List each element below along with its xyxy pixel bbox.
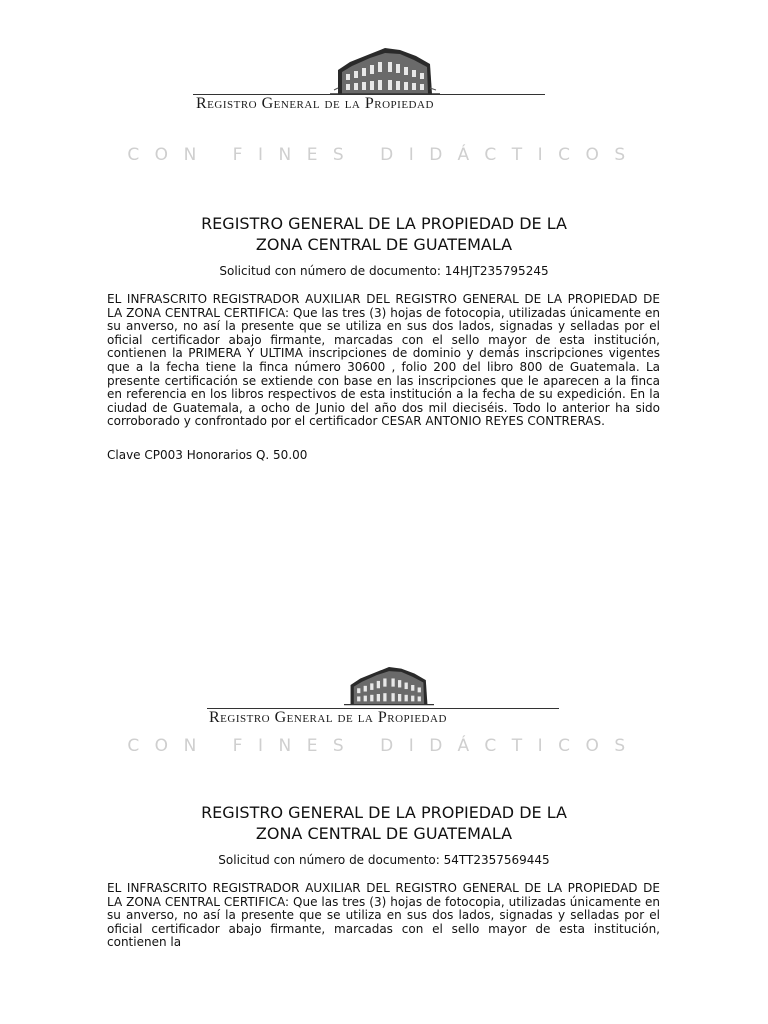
building-engraving-icon bbox=[344, 660, 434, 710]
logo-text: Registro General de la Propiedad bbox=[209, 709, 447, 726]
request-number: Solicitud con número de documento: 14HJT235795245 bbox=[219, 264, 549, 278]
watermark: CON FINES DIDÁCTICOS bbox=[127, 736, 641, 756]
title-line-2: ZONA CENTRAL DE GUATEMALA bbox=[255, 824, 513, 843]
title-line-1: REGISTRO GENERAL DE LA PROPIEDAD DE LA bbox=[201, 214, 567, 233]
document-title bbox=[0, 802, 768, 844]
fee-line: Clave CP003 Honorarios Q. 50.00 bbox=[107, 448, 308, 462]
title-line-2: ZONA CENTRAL DE GUATEMALA bbox=[255, 235, 513, 254]
logo-text: Registro General de la Propiedad bbox=[196, 95, 434, 112]
building-engraving-icon bbox=[330, 44, 440, 96]
title-line-1: REGISTRO GENERAL DE LA PROPIEDAD DE LA bbox=[201, 803, 567, 822]
document-title bbox=[0, 213, 768, 255]
certification-paragraph: EL INFRASCRITO REGISTRADOR AUXILIAR DEL REGISTRO GENERAL DE LA PROPIEDAD DE LA ZONA CENTRAL CERTIFICA: Que las tres (3) hojas de fotocopia, utilizadas únicamente en su anverso, no así la presente que se utiliza en sus dos lados, signadas y selladas por el oficial certificador abajo firmante, marcadas con el sello mayor de esta institución, contienen la PRIMERA Y ULTIMA inscripciones de dominio y demás inscripciones vigentes que a la fecha tiene la finca número 30600 , folio 200 del libro 800 de Guatemala. La presente certificación se extiende con base en las inscripciones que le aparecen a la finca en referencia en los libros respectivos de esta institución a la fecha de su expedición. En la ciudad de Guatemala, a ocho de Junio del año dos mil dieciséis. Todo lo anterior ha sido corroborado y confrontado por el certificador CESAR ANTONIO REYES CONTRERAS. bbox=[107, 292, 660, 429]
certification-body bbox=[107, 882, 660, 950]
certification-paragraph: EL INFRASCRITO REGISTRADOR AUXILIAR DEL REGISTRO GENERAL DE LA PROPIEDAD DE LA ZONA CENTRAL CERTIFICA: Que las tres (3) hojas de fotocopia, utilizadas únicamente en su anverso, no así la presente que se utiliza en sus dos lados, signadas y selladas por el oficial certificador abajo firmante, marcadas con el sello mayor de esta institución, contienen la bbox=[107, 881, 660, 950]
watermark: CON FINES DIDÁCTICOS bbox=[127, 145, 641, 165]
certification-body bbox=[107, 293, 660, 429]
request-number: Solicitud con número de documento: 54TT2357569445 bbox=[218, 853, 550, 867]
